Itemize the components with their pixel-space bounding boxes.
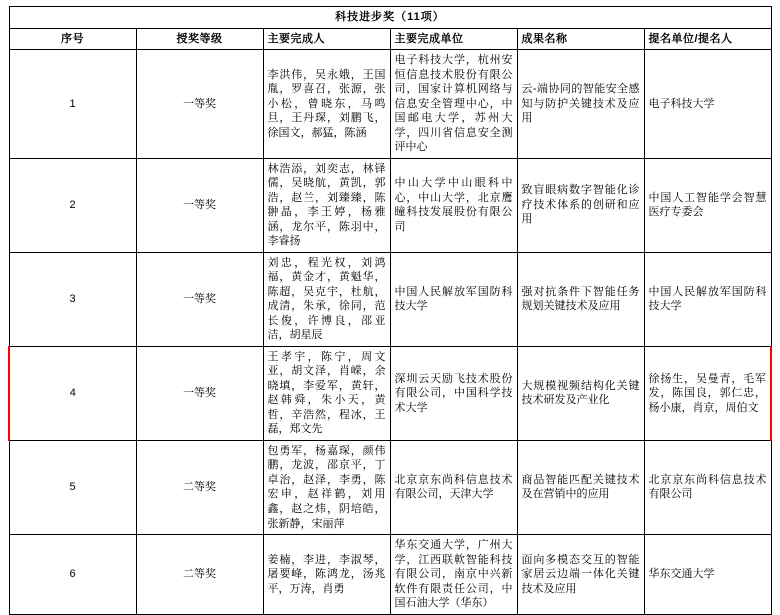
column-header-nominator: 提名单位/提名人	[644, 28, 771, 50]
cell-level: 一等奖	[136, 346, 263, 440]
column-header-result: 成果名称	[517, 28, 644, 50]
column-header-people: 主要完成人	[263, 28, 390, 50]
cell-seq: 1	[9, 50, 136, 159]
table-body	[9, 7, 771, 615]
table-title: 科技进步奖（11项）	[9, 7, 771, 29]
cell-result: 云-端协同的智能安全感知与防护关键技术及应用	[517, 50, 644, 159]
cell-result: 致盲眼病数字智能化诊疗技术体系的创研和应用	[517, 158, 644, 252]
cell-nominator: 电子科技大学	[644, 50, 771, 159]
cell-people: 刘忠，程光权，刘鸿福，黄金才，黄魁华，陈超，吴克宇，杜航，成清，朱承，徐同，范长俊，许博良，邵亚洁，胡星辰	[263, 252, 390, 346]
cell-units: 深圳云天励飞技术股份有限公司，中国科学技术大学	[390, 346, 517, 440]
cell-people: 王孝宇，陈宁，周文亚，胡文泽，肖嵘，余晓填，李爱军，黄轩，赵韩舜，朱小天，黄哲，辛浩然，程冰，王磊，郑文先	[263, 346, 390, 440]
cell-nominator: 中国人民解放军国防科技大学	[644, 252, 771, 346]
table-row	[9, 252, 771, 346]
cell-result: 强对抗条件下智能任务规划关键技术及应用	[517, 252, 644, 346]
cell-units: 电子科技大学，杭州安恒信息技术股份有限公司，国家计算机网络与信息安全管理中心，中国邮电大学，苏州大学，四川省信息安全测评中心	[390, 50, 517, 159]
cell-people: 姜楠，李进，李淑琴，屠要峰，陈鸿龙，汤兆平，万涛，肖勇	[263, 535, 390, 615]
cell-level: 二等奖	[136, 440, 263, 534]
cell-people: 包勇军，杨嘉琛，颜伟鹏，龙波，邵京平，丁卓治，赵泽，李勇，陈宏申，赵祥鹤，刘用鑫，赵之炜，阴培皓，张新静，宋丽萍	[263, 440, 390, 534]
cell-result: 大规模视频结构化关键技术研发及产业化	[517, 346, 644, 440]
cell-level: 一等奖	[136, 50, 263, 159]
cell-nominator: 北京京东尚科信息技术有限公司	[644, 440, 771, 534]
cell-people: 李洪伟，吴永娥，王国胤，罗喜召，张源，张小松，曾晓东，马鸣旦，王丹琛，刘鹏飞，徐国文，郝猛，陈涵	[263, 50, 390, 159]
cell-level: 二等奖	[136, 535, 263, 615]
cell-seq: 4	[9, 346, 136, 440]
cell-level: 一等奖	[136, 158, 263, 252]
cell-level: 一等奖	[136, 252, 263, 346]
table-row	[9, 158, 771, 252]
cell-people: 林浩添，刘奕志，林铎儒，吴晓航，黄凯，郭浩，赵兰，刘臻臻，陈翀晶，李王婷，杨雅涵，龙尔平，陈羽中，李睿扬	[263, 158, 390, 252]
table-row	[9, 535, 771, 615]
cell-nominator: 中国人工智能学会智慧医疗专委会	[644, 158, 771, 252]
column-header-level: 授奖等级	[136, 28, 263, 50]
table-row-highlighted	[9, 346, 771, 440]
column-header-seq: 序号	[9, 28, 136, 50]
cell-seq: 5	[9, 440, 136, 534]
cell-units: 中山大学中山眼科中心，中山大学，北京鹰瞳科技发展股份有限公司	[390, 158, 517, 252]
cell-nominator: 华东交通大学	[644, 535, 771, 615]
cell-units: 华东交通大学，广州大学，江西联軟智能科技有限公司，南京中兴新软件有限责任公司，中国石油大学（华东）	[390, 535, 517, 615]
cell-units: 北京京东尚科信息技术有限公司，天津大学	[390, 440, 517, 534]
table-header-row	[9, 28, 771, 50]
column-header-units: 主要完成单位	[390, 28, 517, 50]
table-title-row	[9, 7, 771, 29]
cell-seq: 6	[9, 535, 136, 615]
cell-result: 商品智能匹配关键技术及在营销中的应用	[517, 440, 644, 534]
cell-units: 中国人民解放军国防科技大学	[390, 252, 517, 346]
table-row	[9, 440, 771, 534]
cell-nominator: 徐扬生，吴曼青，毛军发，陈国良，郭仁忠，杨小康，肖京，周伯文	[644, 346, 771, 440]
cell-seq: 2	[9, 158, 136, 252]
cell-seq: 3	[9, 252, 136, 346]
table-row	[9, 50, 771, 159]
award-table	[8, 6, 772, 615]
cell-result: 面向多模态交互的智能家居云边端一体化关键技术及应用	[517, 535, 644, 615]
